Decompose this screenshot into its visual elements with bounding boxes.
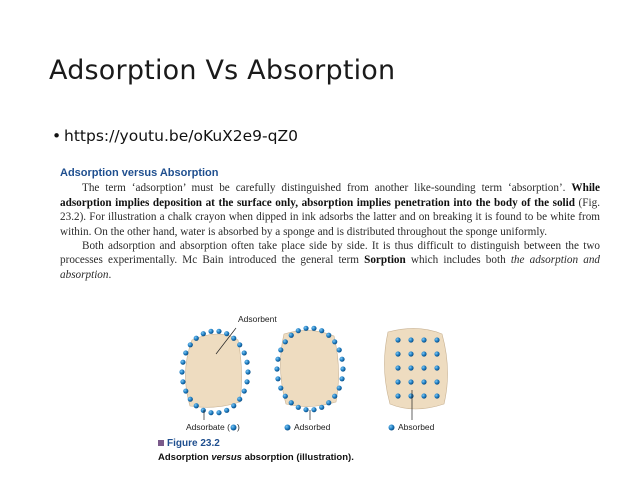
molecule-dot: [296, 328, 301, 333]
molecule-dot: [332, 394, 337, 399]
molecule-dot: [408, 393, 413, 398]
molecule-icon: [284, 424, 291, 431]
molecule-dot: [337, 385, 342, 390]
molecule-dot: [201, 408, 206, 413]
label-absorbed: [388, 422, 434, 432]
molecule-dot: [421, 337, 426, 342]
molecule-dot: [201, 331, 206, 336]
molecule-dot: [434, 379, 439, 384]
p2-text-italic: the adsorption and absorption: [60, 254, 601, 281]
molecule-dot: [395, 337, 400, 342]
molecule-dot: [180, 360, 185, 365]
molecule-dot: [326, 333, 331, 338]
molecule-dot: [183, 388, 188, 393]
molecule-dot: [408, 337, 413, 342]
molecule-dot: [216, 329, 221, 334]
molecule-dot: [216, 410, 221, 415]
molecule-dot: [303, 326, 308, 331]
figure-23-2: [150, 310, 470, 470]
molecule-dot: [231, 403, 236, 408]
molecule-dot: [275, 357, 280, 362]
molecule-dot: [395, 351, 400, 356]
molecule-dot: [242, 388, 247, 393]
molecule-dot: [274, 366, 279, 371]
label-adsorbed-text: Adsorbed: [294, 422, 331, 432]
label-adsorbate-end: ): [236, 422, 240, 432]
bullet-dot: •: [52, 127, 62, 145]
molecule-dot: [188, 397, 193, 402]
adsorbent-solid-1: [185, 334, 241, 407]
molecule-dot: [289, 400, 294, 405]
molecule-dot: [326, 400, 331, 405]
molecule-dot: [339, 357, 344, 362]
molecule-dot: [245, 369, 250, 374]
molecule-dot: [183, 350, 188, 355]
molecule-dot: [311, 407, 316, 412]
molecule-dot: [421, 379, 426, 384]
excerpt-heading: Adsorption versus Absorption: [60, 167, 219, 179]
molecule-dot: [283, 339, 288, 344]
molecule-icon: [388, 424, 395, 431]
molecule-dot: [421, 351, 426, 356]
molecule-dot: [421, 393, 426, 398]
molecule-dot: [289, 333, 294, 338]
molecule-dot: [395, 379, 400, 384]
label-adsorbate-text: Adsorbate (: [186, 422, 230, 432]
figure-number-text: Figure 23.2: [167, 438, 220, 449]
molecule-dot: [208, 329, 213, 334]
molecule-dot: [303, 407, 308, 412]
label-adsorbate: [186, 422, 240, 432]
sorption-illustration: [150, 310, 470, 435]
label-adsorbed: [284, 422, 330, 432]
molecule-dot: [408, 351, 413, 356]
molecule-dot: [278, 347, 283, 352]
molecule-dot: [395, 393, 400, 398]
molecule-dot: [434, 337, 439, 342]
bullet-item: [52, 127, 298, 145]
molecule-dot: [188, 342, 193, 347]
molecule-dot: [421, 365, 426, 370]
molecule-dot: [275, 376, 280, 381]
p2-text-a: Both adsorption and absorption often take place side by side. It is thus difficult to distinguish between the two processes experimentally. Mc Bain introduced the general term: [60, 240, 600, 267]
figure-marker: [158, 440, 164, 446]
molecule-dot: [244, 360, 249, 365]
molecule-dot: [408, 365, 413, 370]
molecule-dot: [319, 405, 324, 410]
label-absorbed-text: Absorbed: [398, 422, 435, 432]
caption-c: absorption (illustration).: [241, 452, 354, 463]
molecule-dot: [278, 385, 283, 390]
figure-number: [158, 438, 220, 449]
molecule-dot: [395, 365, 400, 370]
molecule-dot: [408, 379, 413, 384]
molecule-dot: [179, 369, 184, 374]
molecule-dot: [237, 342, 242, 347]
molecule-dot: [296, 405, 301, 410]
molecule-dot: [224, 331, 229, 336]
youtube-link[interactable]: https://youtu.be/oKuX2e9-qZ0: [64, 127, 298, 145]
molecule-dot: [244, 379, 249, 384]
molecule-dot: [180, 379, 185, 384]
molecule-dot: [283, 394, 288, 399]
slide-title: Adsorption Vs Absorption: [49, 55, 396, 86]
molecule-dot: [231, 336, 236, 341]
molecule-icon: [230, 424, 237, 431]
molecule-dot: [194, 403, 199, 408]
p1-text-bold: While adsorption implies deposition at the surface only, absorption implies penetration into the body of the solid: [60, 182, 600, 209]
adsorbent-solid-2: [280, 330, 338, 406]
molecule-dot: [339, 376, 344, 381]
molecule-dot: [434, 393, 439, 398]
p2-text-c: which includes both: [405, 254, 511, 267]
figure-caption: [158, 452, 354, 463]
molecule-dot: [208, 410, 213, 415]
caption-italic: versus: [211, 452, 242, 463]
molecule-dot: [319, 328, 324, 333]
textbook-excerpt: [60, 166, 600, 282]
molecule-dot: [224, 408, 229, 413]
excerpt-paragraph-1: [60, 181, 600, 239]
molecule-dot: [340, 366, 345, 371]
molecule-dot: [194, 336, 199, 341]
p1-text-c: (Fig. 23.2). For illustration a chalk crayon when dipped in ink adsorbs the latter and on breaking it is found to be white from within. On the other hand, water is absorbed by a sponge and is distributed throughout the sponge uniformly.: [60, 196, 600, 238]
molecule-dot: [337, 347, 342, 352]
molecule-dot: [434, 365, 439, 370]
molecule-dot: [237, 397, 242, 402]
molecule-dot: [434, 351, 439, 356]
molecule-dot: [311, 326, 316, 331]
p2-sorption-bold: Sorption: [364, 254, 406, 267]
p1-text-a: The term ‘adsorption’ must be carefully distinguished from another like-sounding term ‘absorption’.: [82, 182, 572, 195]
p2-text-e: .: [108, 268, 112, 281]
caption-a: Adsorption: [158, 452, 212, 463]
label-adsorbent: Adsorbent: [238, 314, 277, 324]
molecule-dot: [242, 350, 247, 355]
excerpt-paragraph-2: [60, 239, 600, 282]
molecule-dot: [332, 339, 337, 344]
